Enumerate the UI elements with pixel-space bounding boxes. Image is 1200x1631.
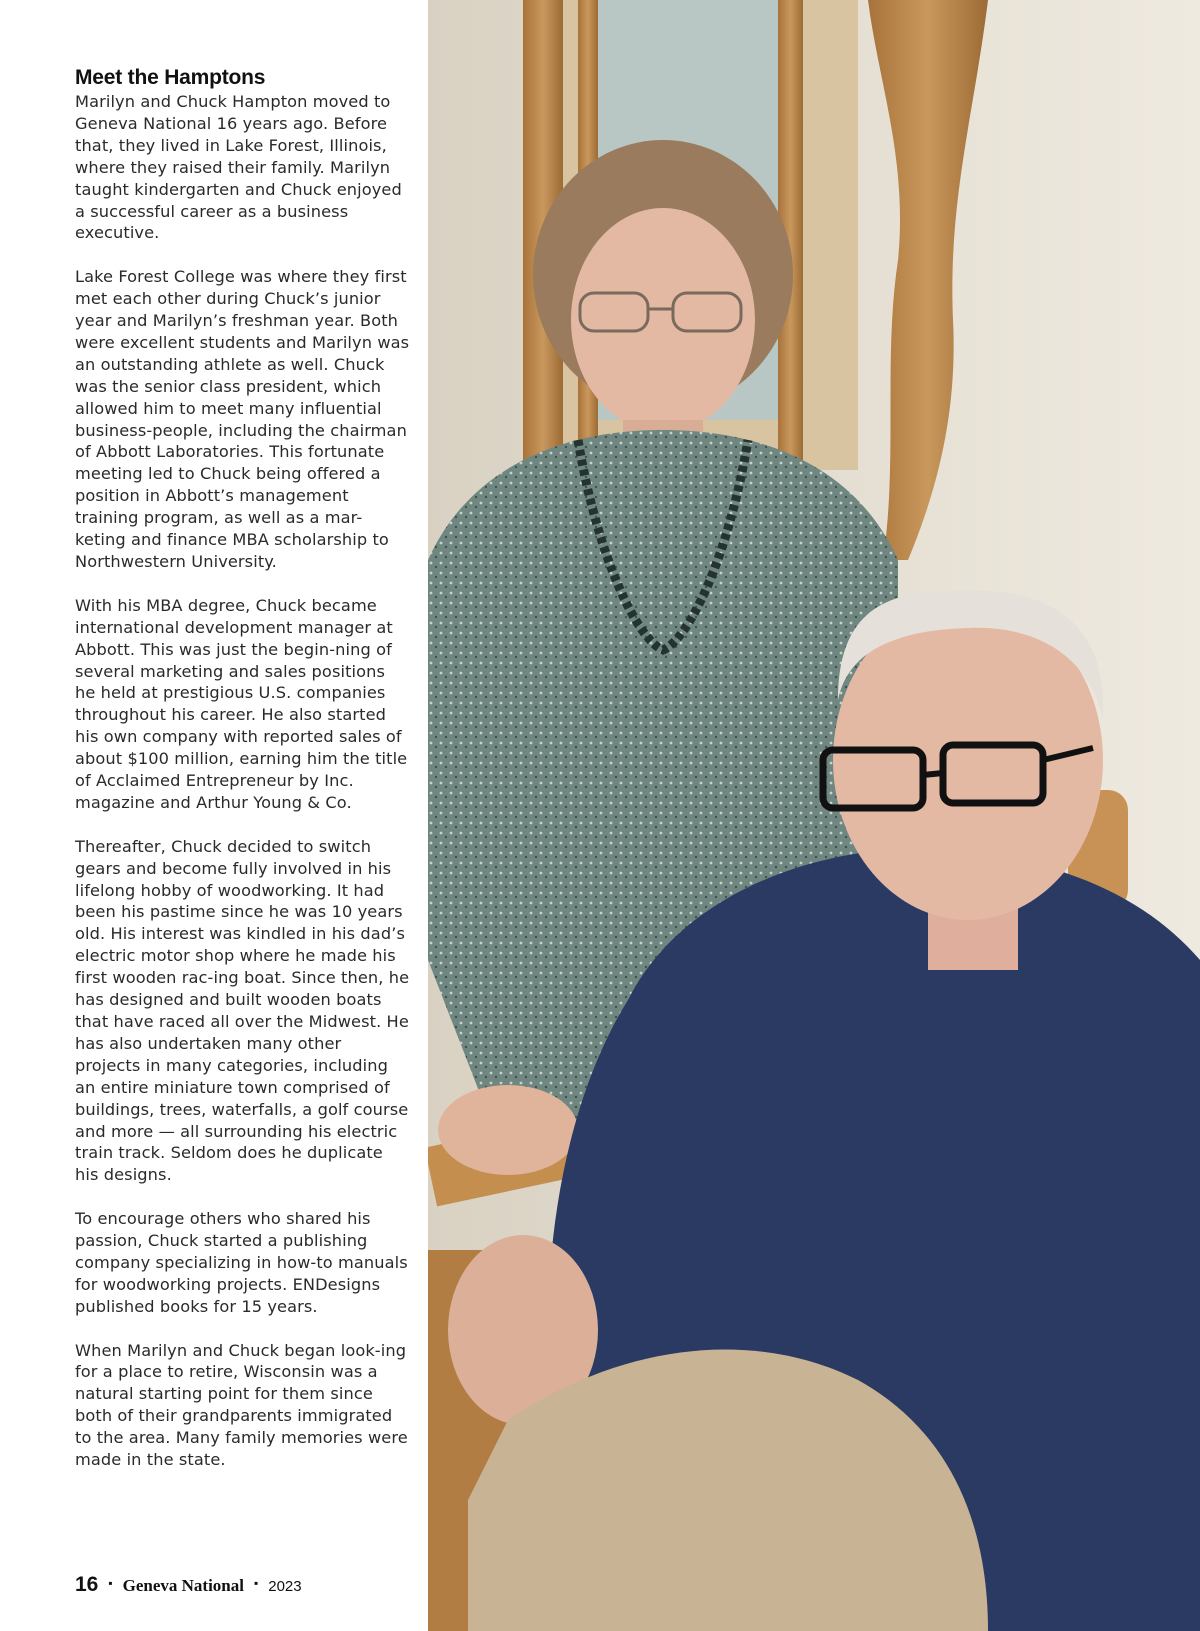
page-footer xyxy=(75,1573,302,1597)
article-paragraph: When Marilyn and Chuck began look-ing for a place to retire, Wisconsin was a natural starting point for them since both of their grandparents immigrated to the area. Many family memories were made in the state. xyxy=(75,1340,408,1470)
couple-photo xyxy=(428,0,1200,1631)
article-paragraph: To encourage others who shared his passion, Chuck started a publishing company specializing in how-to manuals for woodworking projects. ENDesigns published books for 15 years. xyxy=(75,1209,408,1316)
article-paragraph: Lake Forest College was where they first met each other during Chuck’s junior year and Marilyn’s freshman year. Both were excellent students and Marilyn was an outstanding athlete as well. Chuck was the senior class president, which allowed him to meet many influential business-people, including the chairman of Abbott Laboratories. This fortunate meeting led to Chuck being offered a position in Abbott’s management training program, as well as a mar-keting and finance MBA scholarship to Northwestern University. xyxy=(75,267,410,572)
article-paragraph: Marilyn and Chuck Hampton moved to Geneva National 16 years ago. Before that, they lived in Lake Forest, Illinois, where they raised their family. Marilyn taught kindergarten and Chuck enjoyed a successful career as a business executive. xyxy=(75,92,402,243)
article-column xyxy=(75,66,410,1493)
couple-photo-illustration xyxy=(428,0,1200,1631)
publication-name: Geneva National xyxy=(122,1576,244,1595)
article-heading: Meet the Hamptons xyxy=(75,66,266,89)
footer-separator: ▪ xyxy=(108,1576,113,1590)
page-number: 16 xyxy=(75,1573,99,1596)
article-paragraph: Thereafter, Chuck decided to switch gears and become fully involved in his lifelong hobby of woodworking. It had been his pastime since he was 10 years old. His interest was kindled in his dad’s electric motor shop where he made his first wooden rac-ing boat. Since then, he has designed and built wooden boats that have raced all over the Midwest. He has also undertaken many other projects in many categories, including an entire miniature town comprised of buildings, trees, waterfalls, a golf course and more — all surrounding his electric train track. Seldom does he duplicate his designs. xyxy=(75,836,410,1185)
publication-year: 2023 xyxy=(268,1578,302,1595)
footer-separator: ▪ xyxy=(253,1576,259,1590)
article-paragraph: With his MBA degree, Chuck became international development manager at Abbott. This was just the begin-ning of several marketing and sales positions he held at prestigious U.S. companies throughout his career. He also started his own company with reported sales of about $100 million, earning him the title of Acclaimed Entrepreneur by Inc. magazine and Arthur Young & Co. xyxy=(75,595,408,812)
